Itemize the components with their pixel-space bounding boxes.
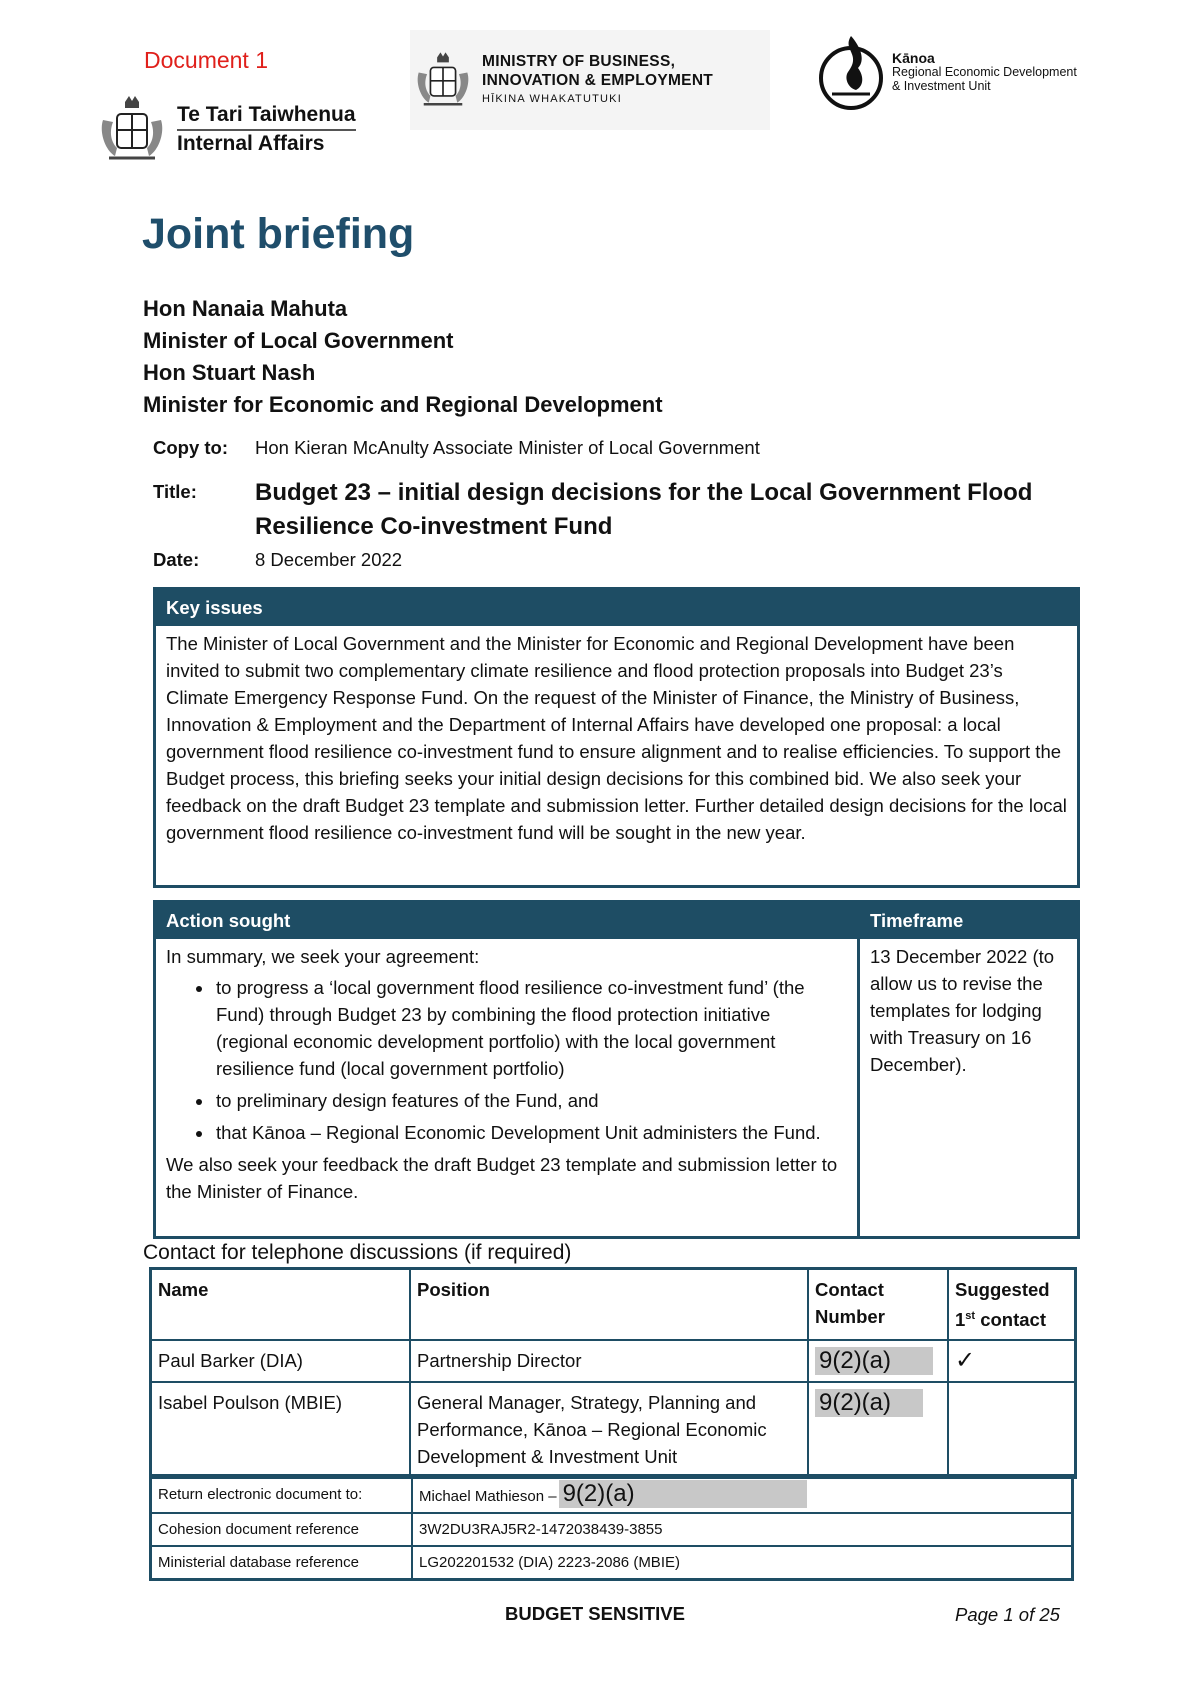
- date-label: Date:: [153, 549, 200, 570]
- key-issues-body: The Minister of Local Government and the Minister for Economic and Regional Development have been invited to submit two complementary climate resilience and flood protection proposals into Budget 23’s Climate Emergency Response Fund. On the request of the Minister of Finance, the Ministry of Business, Innovation & Employment and the Department of Internal Affairs have developed one proposal: a local government flood resilience co-investment fund to ensure alignment and to realise efficiencies. To support the Budget process, this briefing seeks your initial design decisions for this combined bid. We also seek your feedback on the draft Budget 23 template and submission letter. Further detailed design decisions for the local government flood resilience co-investment fund will be sought in the new year.: [166, 633, 1067, 843]
- table-row: [151, 1546, 1073, 1580]
- contact-position: General Manager, Strategy, Planning and Performance, Kānoa – Regional Economic Development & Investment Unit: [410, 1382, 808, 1478]
- first-contact-tick: ✓: [948, 1340, 1076, 1382]
- redaction-block: 9(2)(a): [815, 1389, 923, 1417]
- page-title: Joint briefing: [142, 210, 415, 258]
- ref-label: Return electronic document to:: [151, 1476, 413, 1514]
- dia-name-maori: Te Tari Taiwhenua: [177, 102, 356, 131]
- first-contact-word: contact: [980, 1309, 1047, 1331]
- coat-of-arms-icon: [412, 47, 474, 113]
- redaction-block: 9(2)(a): [559, 1480, 807, 1508]
- copy-to-label: Copy to:: [153, 437, 229, 458]
- first-contact-tick: [948, 1382, 1076, 1478]
- contact-header-row: [151, 1269, 1076, 1341]
- reference-table: [149, 1474, 1074, 1581]
- mbie-logo: [410, 30, 770, 130]
- action-outro: We also seek your feedback the draft Budget 23 template and submission letter to the Minister of Finance.: [166, 1154, 838, 1202]
- dia-name-english: Internal Affairs: [177, 131, 325, 155]
- briefing-title-line: Budget 23 – initial design decisions for the Local Government Flood: [255, 479, 1033, 506]
- table-row: [151, 1476, 1073, 1514]
- action-sought-column: [156, 903, 860, 1236]
- coat-of-arms-icon: [95, 92, 169, 166]
- action-list: [166, 974, 847, 1146]
- kanoa-logo: [818, 32, 1077, 112]
- action-list-item: • that Kānoa – Regional Economic Development Unit administers the Fund.: [214, 1119, 847, 1146]
- header-suggested: Suggested: [955, 1279, 1050, 1300]
- action-sought-body: [156, 939, 857, 1236]
- contact-caption: Contact for telephone discussions (if required): [143, 1241, 572, 1264]
- dia-logo: [95, 92, 356, 166]
- kanoa-emblem-icon: [818, 32, 884, 112]
- first-number: 1: [955, 1309, 966, 1331]
- kanoa-subtitle-1: Regional Economic Development: [892, 65, 1077, 79]
- ref-value: LG202201532 (DIA) 2223-2086 (MBIE): [412, 1546, 1073, 1580]
- header-position: Position: [410, 1269, 808, 1341]
- kanoa-subtitle-2: & Investment Unit: [892, 79, 991, 93]
- ref-value: [412, 1476, 1073, 1514]
- redaction-block: 9(2)(a): [815, 1347, 933, 1375]
- date-value: 8 December 2022: [255, 549, 403, 570]
- timeframe-column: [860, 903, 1077, 1236]
- action-sought-heading: Action sought: [156, 903, 857, 939]
- timeframe-heading: Timeframe: [860, 903, 1077, 939]
- mbie-name-maori: HĪKINA WHAKATUTUKI: [482, 92, 622, 105]
- first-suffix: st: [965, 1310, 976, 1322]
- ref-label: Cohesion document reference: [151, 1513, 413, 1546]
- header-contact-number: Contact Number: [808, 1269, 948, 1341]
- title-label: Title:: [153, 481, 197, 502]
- table-row: [151, 1513, 1073, 1546]
- document-label: Document 1: [144, 47, 269, 73]
- key-issues-box: [153, 587, 1080, 888]
- contact-name: Isabel Poulson (MBIE): [151, 1382, 411, 1478]
- recipients: [143, 293, 663, 421]
- mbie-name-line1: MINISTRY OF BUSINESS,: [482, 52, 676, 70]
- contact-name: Paul Barker (DIA): [151, 1340, 411, 1382]
- action-sought-box: [153, 900, 1080, 1239]
- briefing-title: [255, 476, 1085, 544]
- header-suggested-contact: [948, 1269, 1076, 1341]
- action-list-item: • to progress a ‘local government flood resilience co-investment fund’ (the Fund) through Budget 23 by combining the flood protection initiative (regional economic development portfolio) with the local government resilience fund (local government portfolio): [214, 974, 847, 1082]
- ref-value: 3W2DU3RAJ5R2-1472038439-3855: [412, 1513, 1073, 1546]
- copy-to-value: Hon Kieran McAnulty Associate Minister of Local Government: [255, 437, 760, 458]
- header-first-contact: [955, 1303, 1068, 1333]
- mbie-name-line2: INNOVATION & EMPLOYMENT: [482, 71, 714, 89]
- contact-table: [149, 1267, 1077, 1479]
- classification-footer: BUDGET SENSITIVE: [505, 1603, 685, 1624]
- action-intro: In summary, we seek your agreement:: [166, 946, 480, 967]
- recipient-line: Hon Nanaia Mahuta: [143, 296, 348, 321]
- kanoa-name: Kānoa: [892, 50, 935, 66]
- ref-value-text: Michael Mathieson –: [419, 1488, 557, 1505]
- table-row: [151, 1340, 1076, 1382]
- timeframe-body: 13 December 2022 (to allow us to revise the templates for lodging with Treasury on 16 December).: [870, 946, 1055, 1075]
- recipient-line: Hon Stuart Nash: [143, 360, 316, 385]
- recipient-line: Minister for Economic and Regional Development: [143, 392, 663, 417]
- contact-position: Partnership Director: [410, 1340, 808, 1382]
- briefing-title-line: Resilience Co-investment Fund: [255, 513, 613, 540]
- contact-number: [808, 1382, 948, 1478]
- ref-label: Ministerial database reference: [151, 1546, 413, 1580]
- recipient-line: Minister of Local Government: [143, 328, 454, 353]
- key-issues-heading: Key issues: [156, 590, 1077, 626]
- page-number: Page 1 of 25: [955, 1604, 1060, 1625]
- table-row: [151, 1382, 1076, 1478]
- contact-number: [808, 1340, 948, 1382]
- action-list-item: • to preliminary design features of the Fund, and: [214, 1087, 847, 1114]
- header-name: Name: [151, 1269, 411, 1341]
